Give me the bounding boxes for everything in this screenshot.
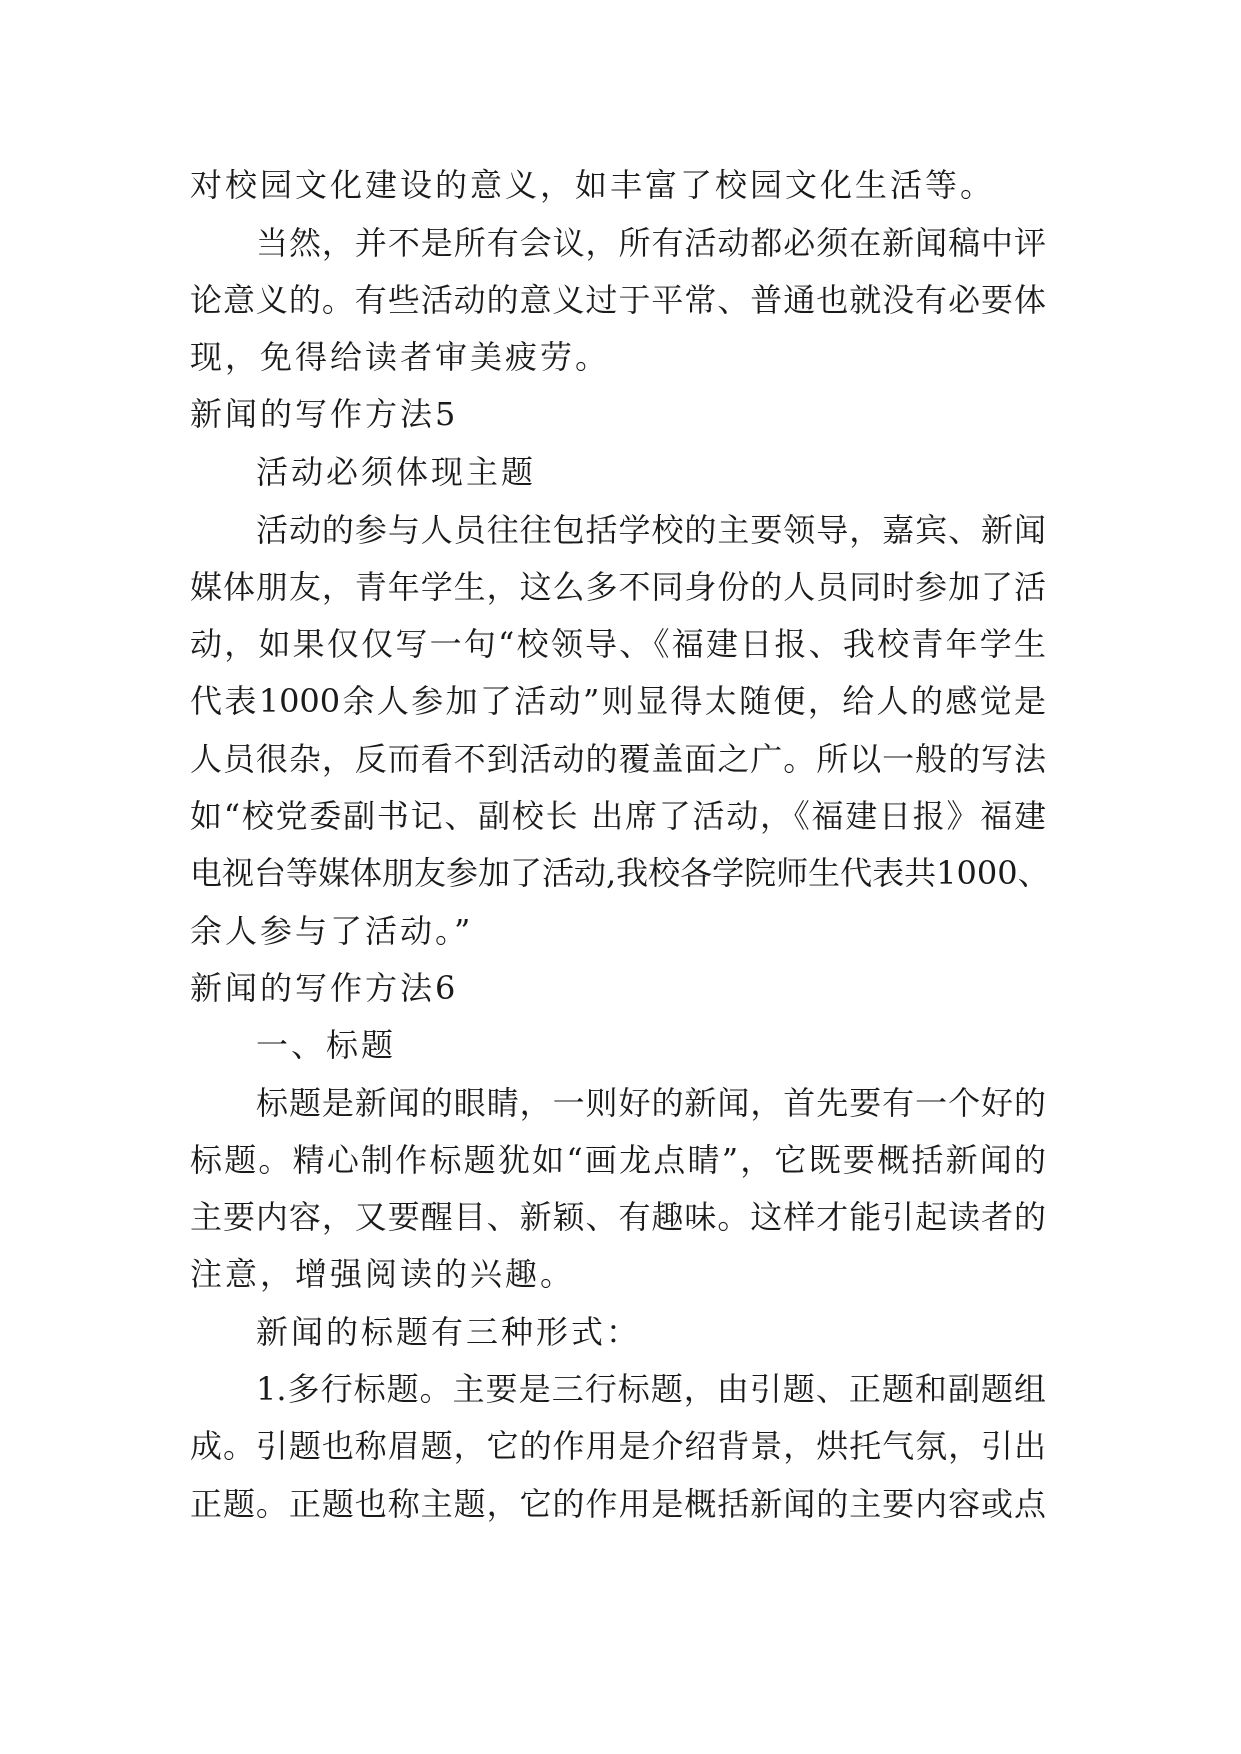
paragraph-line: 动，如果仅仅写一句“校领导、《福建日报、我校青年学生 xyxy=(190,625,1046,663)
paragraph-line: 对校园文化建设的意义，如丰富了校园文化生活等。 xyxy=(190,166,996,204)
paragraph-line: 主要内容，又要醒目、新颖、有趣味。这样才能引起读者的 xyxy=(190,1198,1046,1236)
paragraph-line: 标题。精心制作标题犹如“画龙点睛”，它既要概括新闻的 xyxy=(190,1141,1046,1179)
paragraph-line: 电视台等媒体朋友参加了活动,我校各学院师生代表共1000、 xyxy=(190,854,1050,892)
paragraph-line: 成。引题也称眉题，它的作用是介绍背景，烘托气氛，引出 xyxy=(190,1427,1046,1465)
paragraph-line: 注意，增强阅读的兴趣。 xyxy=(190,1255,576,1293)
section-heading: 新闻的写作方法5 xyxy=(190,395,459,433)
paragraph-line: 正题。正题也称主题，它的作用是概括新闻的主要内容或点 xyxy=(190,1485,1046,1523)
paragraph-line: 当然，并不是所有会议，所有活动都必须在新闻稿中评 xyxy=(256,224,1046,262)
paragraph-line: 新闻的标题有三种形式： xyxy=(256,1313,642,1351)
subheading: 一、标题 xyxy=(256,1026,397,1064)
paragraph-line: 论意义的。有些活动的意义过于平常、普通也就没有必要体 xyxy=(190,281,1046,319)
paragraph-line: 余人参与了活动。” xyxy=(190,912,474,950)
paragraph-line: 活动的参与人员往往包括学校的主要领导，嘉宾、新闻 xyxy=(256,511,1046,549)
paragraph-line: 人员很杂，反而看不到活动的覆盖面之广。所以一般的写法 xyxy=(190,740,1046,778)
paragraph-line: 代表1000余人参加了活动”则显得太随便，给人的感觉是 xyxy=(190,682,1046,720)
paragraph-line: 如“校党委副书记、副校长 出席了活动，《福建日报》福建 xyxy=(190,797,1046,835)
section-heading: 新闻的写作方法6 xyxy=(190,969,459,1007)
paragraph-line: 标题是新闻的眼睛，一则好的新闻，首先要有一个好的 xyxy=(256,1084,1046,1122)
paragraph-line: 媒体朋友，青年学生，这么多不同身份的人员同时参加了活 xyxy=(190,568,1046,606)
subheading: 活动必须体现主题 xyxy=(256,453,537,491)
paragraph-line: 现，免得给读者审美疲劳。 xyxy=(190,338,611,376)
paragraph-line: 1.多行标题。主要是三行标题，由引题、正题和副题组 xyxy=(256,1370,1046,1408)
